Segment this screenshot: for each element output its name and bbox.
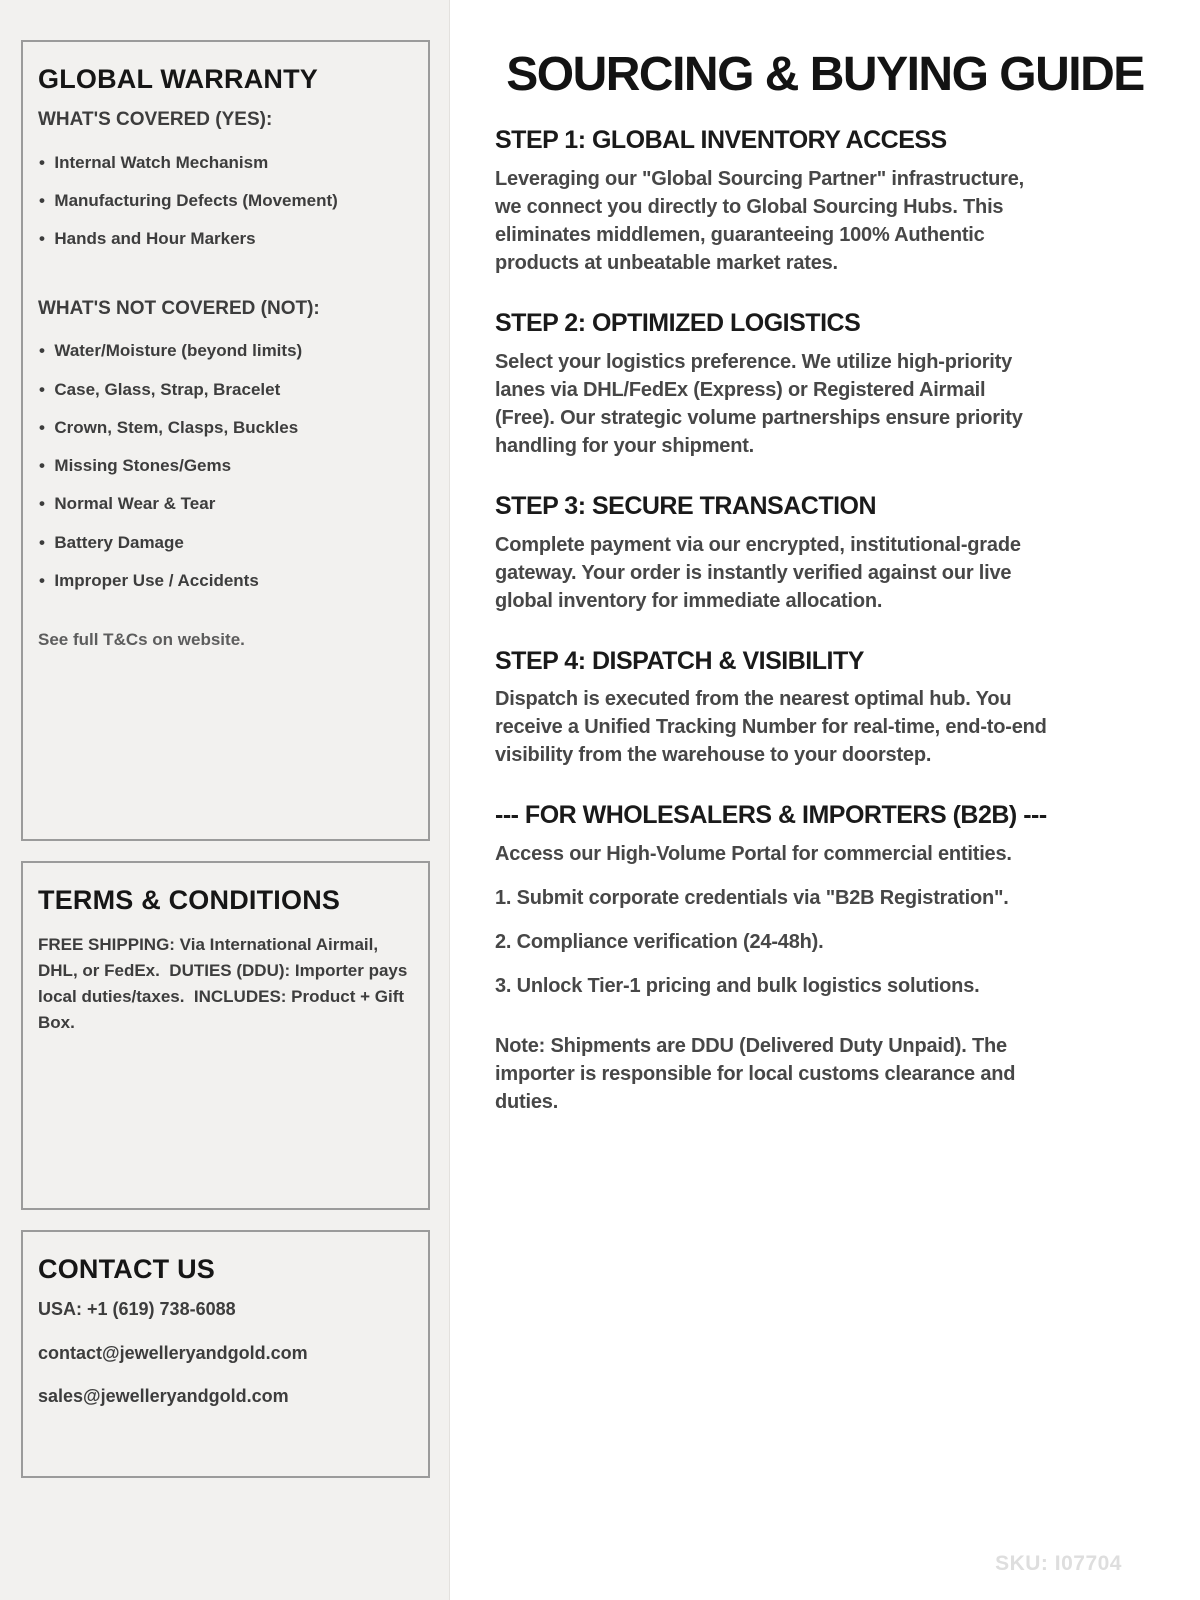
warranty-title: GLOBAL WARRANTY — [38, 64, 318, 94]
not-covered-item: • Water/Moisture (beyond limits) — [38, 340, 413, 361]
not-covered-item: • Improper Use / Accidents — [38, 570, 413, 591]
contact-phone: USA: +1 (619) 738-6088 — [38, 1299, 236, 1320]
contact-title: CONTACT US — [38, 1254, 215, 1284]
not-covered-item: • Normal Wear & Tear — [38, 493, 413, 514]
step-3-heading: STEP 3: SECURE TRANSACTION — [495, 491, 877, 520]
not-covered-item: • Crown, Stem, Clasps, Buckles — [38, 417, 413, 438]
step-1-body: Leveraging our "Global Sourcing Partner" infrastructure, we connect you directly to Global Sourcing Hubs. This eliminates middlemen, guaranteeing 100% Authentic products at unbeatable market rates. — [495, 168, 1024, 275]
covered-item: • Hands and Hour Markers — [38, 228, 413, 249]
not-covered-item: • Battery Damage — [38, 532, 413, 553]
step-4-heading: STEP 4: DISPATCH & VISIBILITY — [495, 646, 864, 675]
step-1-heading: STEP 1: GLOBAL INVENTORY ACCESS — [495, 126, 947, 155]
sourcing-guide-main — [450, 0, 1200, 1600]
covered-item: • Internal Watch Mechanism — [38, 152, 413, 173]
step-2-section — [495, 309, 1155, 460]
warranty-footnote: See full T&Cs on website. — [38, 630, 245, 650]
b2b-heading: --- FOR WHOLESALERS & IMPORTERS (B2B) --- — [495, 801, 1047, 830]
terms-title: TERMS & CONDITIONS — [38, 885, 341, 915]
not-covered-item: • Missing Stones/Gems — [38, 455, 413, 476]
contact-email-sales: sales@jewelleryandgold.com — [38, 1386, 289, 1407]
covered-heading: WHAT'S COVERED (YES): — [38, 109, 273, 131]
step-3-body: Complete payment via our encrypted, institutional-grade gateway. Your order is instantly verified against our live global inventory for immediate allocation. — [495, 533, 1021, 612]
step-4-section — [495, 647, 1155, 770]
global-warranty-panel — [21, 40, 430, 841]
step-1-section — [495, 126, 1155, 277]
terms-conditions-panel — [21, 861, 430, 1210]
step-2-body: Select your logistics preference. We utilize high-priority lanes via DHL/FedEx (Express) or Registered Airmail (Free). Our strategic volume partnerships ensure priority handling for your shipment. — [495, 350, 1023, 457]
step-3-section — [495, 492, 1155, 615]
contact-email-primary: contact@jewelleryandgold.com — [38, 1342, 308, 1363]
terms-body: FREE SHIPPING: Via International Airmail, DHL, or FedEx. DUTIES (DDU): Importer pays local duties/taxes. INCLUDES: Product + Gift Box. — [38, 935, 413, 1033]
not-covered-heading: WHAT'S NOT COVERED (NOT): — [38, 297, 320, 319]
b2b-item: 2. Compliance verification (24-48h). — [495, 931, 824, 954]
step-2-heading: STEP 2: OPTIMIZED LOGISTICS — [495, 309, 861, 338]
contact-us-panel — [21, 1230, 430, 1478]
sku-label: SKU: I07704 — [995, 1552, 1122, 1575]
b2b-note: Note: Shipments are DDU (Delivered Duty Unpaid). The importer is responsible for local customs clearance and duties. — [495, 1035, 1016, 1114]
b2b-item: 1. Submit corporate credentials via "B2B Registration". — [495, 887, 1009, 910]
b2b-section — [495, 801, 1155, 1116]
b2b-intro: Access our High-Volume Portal for commercial entities. — [495, 843, 1012, 866]
covered-item: • Manufacturing Defects (Movement) — [38, 190, 413, 211]
not-covered-item: • Case, Glass, Strap, Bracelet — [38, 379, 413, 400]
b2b-item: 3. Unlock Tier-1 pricing and bulk logistics solutions. — [495, 975, 980, 998]
page-title: SOURCING & BUYING GUIDE — [506, 48, 1144, 101]
step-4-body: Dispatch is executed from the nearest optimal hub. You receive a Unified Tracking Number for real-time, end-to-end visibility from the warehouse to your doorstep. — [495, 688, 1047, 767]
sidebar — [0, 0, 450, 1600]
